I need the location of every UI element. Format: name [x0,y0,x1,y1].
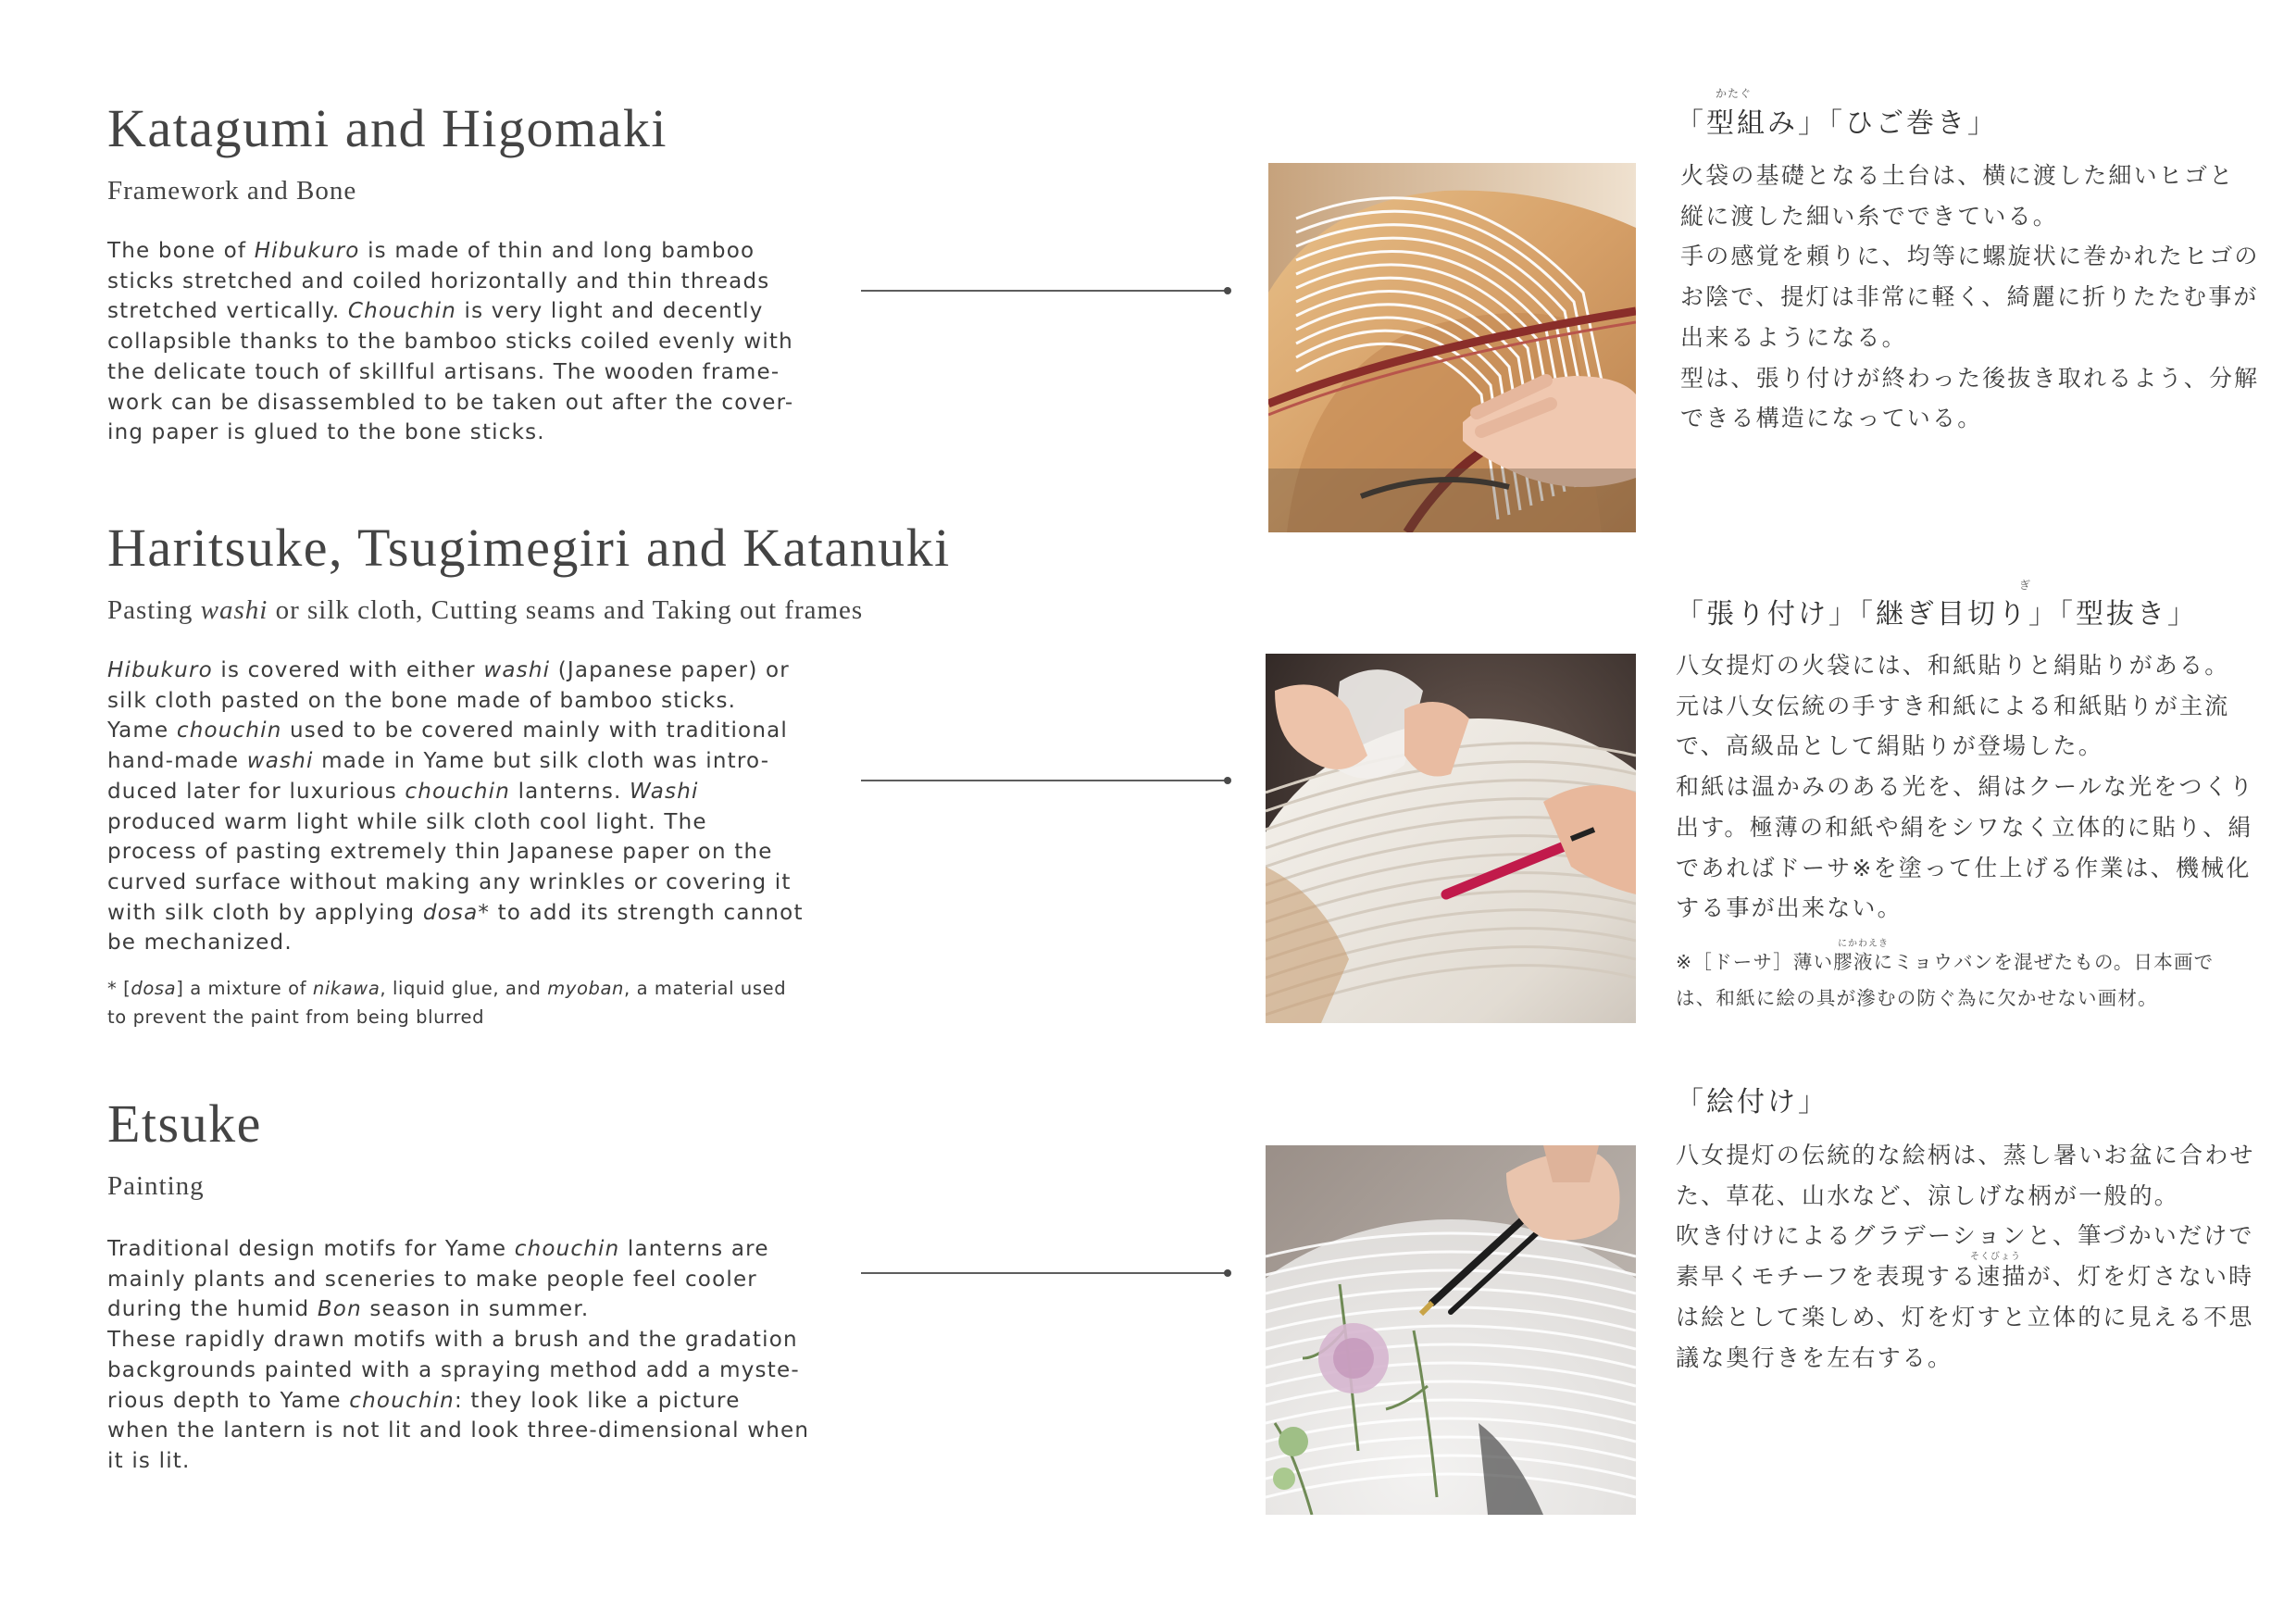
jp-section-body: 火袋の基礎となる土台は、横に渡した細いヒゴと 縦に渡した細い糸でできている。 手の感覚を頼りに、均等に螺旋状に巻かれたヒゴの お陰で、提灯は非常に軽く、綺麗に折りたたむ事が 出来るようになる。 型は、張り付けが終わった後抜き取れるよう、分解 できる構造になっている。 [1680,162,2260,432]
section-title: Katagumi and Higomaki [107,98,668,158]
section-subtitle: Painting [107,1171,205,1201]
ruby-annotation: そくびょう [1970,1252,2021,1262]
ruby-annotation: かたぐ [1716,87,1753,100]
section-subtitle: Pasting washi or silk cloth, Cutting seams and Taking out frames [107,595,864,625]
leader-line [861,1272,1228,1274]
pasting-paper-photo [1266,654,1636,1023]
jp-section-title: 「型組み」「ひご巻き」 [1676,107,1998,140]
leader-line [861,780,1228,781]
section-body: Hibukuro is covered with either washi (Japanese paper) or silk cloth pasted on the bone made of bamboo sticks. Yame chouchin used to be covered mainly with traditional hand-made washi made in Yame but silk cloth was intro- duced later for luxurious chouchin lanterns. Washi produced warm light while silk cloth cool light. The process of pasting extremely thin Japanese paper on the curved surface without making any wrinkles or covering it with silk cloth by applying dosa* to add its strength cannot be mechanized. [107,658,804,956]
leader-line [861,290,1228,292]
jp-footnote: ※［ドーサ］薄い膠液にミョウバンを混ぜたもの。日本画で は、和紙に絵の具が滲むの防ぐ為に欠かせない画材。 [1676,951,2215,1009]
section-body: Traditional design motifs for Yame chouchin lanterns are mainly plants and sceneries to make people feel cooler during the humid Bon season in summer. These rapidly drawn motifs with a brush and the gradation backgrounds painted with a spraying method add a myste- rious depth to Yame chouchin: they look like a picture when the lantern is not lit and look three-dimensional when it is lit. [107,1237,810,1473]
ruby-annotation: ぎ [2019,579,2032,592]
footnote: * [dosa] a mixture of nikawa, liquid glue, and myoban, a material used to prevent the paint from being blurred [107,978,787,1028]
jp-section-body: 八女提灯の伝統的な絵柄は、蒸し暑いお盆に合わせ た、草花、山水など、涼しげな柄が一般的。 吹き付けによるグラデーションと、筆づかいだけで 素早くモチーフを表現する速描が、灯を灯さない時 は絵として楽しめ、灯を灯すと立体的に見える不思 議な奥行きを左右する。 [1676,1142,2255,1371]
section-subtitle: Framework and Bone [107,176,357,206]
section-body: The bone of Hibukuro is made of thin and long bamboo sticks stretched and coiled horizontally and thin threads stretched vertically. Chouchin is very light and decently collapsible thanks to the bamboo sticks coiled evenly with the delicate touch of skillful artisans. The wooden frame- work can be disassembled to be taken out after the cover- ing paper is glued to the bone sticks. [107,239,794,445]
jp-section-title: 「絵付け」 [1676,1086,1828,1118]
ruby-annotation: にかわえき [1838,939,1889,949]
jp-section-title: 「張り付け」「継ぎ目切り」「型抜き」 [1676,598,2198,631]
section-title: Etsuke [107,1093,262,1154]
jp-section-body: 八女提灯の火袋には、和紙貼りと絹貼りがある。 元は八女伝統の手すき和紙による和紙貼りが主流 で、高級品として絹貼りが登場した。 和紙は温かみのある光を、絹はクールな光をつくり 出す。極薄の和紙や絹をシワなく立体的に貼り、絹 であればドーサ※を塗って仕上げる作業は、機械化 する事が出来ない。 [1676,652,2255,922]
painting-lantern-photo [1266,1145,1636,1515]
section-title: Haritsuke, Tsugimegiri and Katanuki [107,518,951,578]
bamboo-framework-photo [1268,163,1636,532]
